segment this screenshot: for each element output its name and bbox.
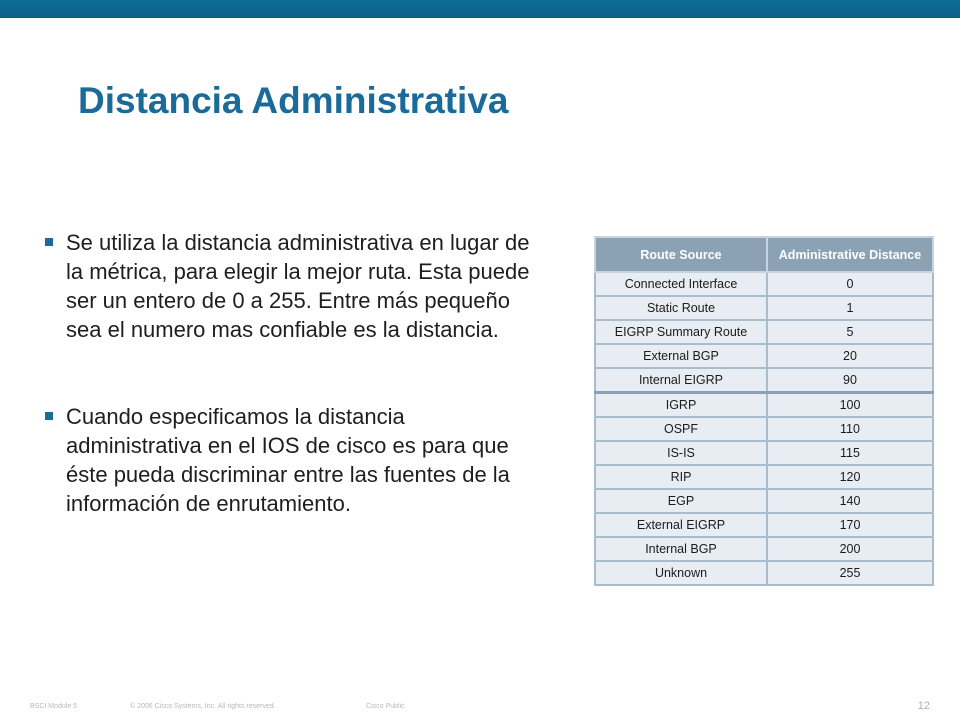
column-header-admin-distance: Administrative Distance — [767, 237, 933, 272]
route-source-cell: RIP — [595, 465, 767, 489]
table-row — [595, 417, 933, 441]
route-source-cell: Static Route — [595, 296, 767, 320]
admin-distance-table — [594, 236, 934, 586]
table-header-row — [595, 237, 933, 272]
table-row — [595, 344, 933, 368]
bullet-item — [44, 402, 544, 518]
table-row — [595, 393, 933, 418]
distance-cell: 140 — [767, 489, 933, 513]
bullet-list — [44, 228, 544, 518]
square-bullet-icon — [45, 238, 53, 246]
route-source-cell: OSPF — [595, 417, 767, 441]
route-source-cell: IGRP — [595, 393, 767, 418]
route-source-cell: External BGP — [595, 344, 767, 368]
distance-cell: 1 — [767, 296, 933, 320]
route-source-cell: Internal EIGRP — [595, 368, 767, 393]
route-source-cell: Connected Interface — [595, 272, 767, 296]
table-row — [595, 537, 933, 561]
distance-cell: 120 — [767, 465, 933, 489]
distance-cell: 115 — [767, 441, 933, 465]
table-row — [595, 441, 933, 465]
distance-cell: 90 — [767, 368, 933, 393]
bullet-item — [44, 228, 544, 344]
footer-copyright: © 2006 Cisco Systems, Inc. All rights reserved. — [130, 703, 276, 710]
route-source-cell: EIGRP Summary Route — [595, 320, 767, 344]
distance-cell: 100 — [767, 393, 933, 418]
footer-classification: Cisco Public — [366, 703, 405, 710]
top-banner — [0, 0, 960, 18]
column-header-route-source: Route Source — [595, 237, 767, 272]
route-source-cell: EGP — [595, 489, 767, 513]
distance-cell: 20 — [767, 344, 933, 368]
distance-cell: 5 — [767, 320, 933, 344]
table-row — [595, 489, 933, 513]
table-row — [595, 320, 933, 344]
bullet-text: Cuando especificamos la distancia administrativa en el IOS de cisco es para que éste pueda discriminar entre las fuentes de la información de enrutamiento. — [66, 404, 510, 516]
distance-cell: 0 — [767, 272, 933, 296]
route-source-cell: Unknown — [595, 561, 767, 585]
route-source-cell: External EIGRP — [595, 513, 767, 537]
square-bullet-icon — [45, 412, 53, 420]
route-source-table — [594, 236, 934, 586]
table-row — [595, 561, 933, 585]
bullet-text: Se utiliza la distancia administrativa en lugar de la métrica, para elegir la mejor ruta. Esta puede ser un entero de 0 a 255. Entre más pequeño sea el numero mas confiable es la distancia. — [66, 230, 530, 342]
distance-cell: 110 — [767, 417, 933, 441]
footer-module: BSCI Module 5 — [30, 703, 78, 710]
distance-cell: 170 — [767, 513, 933, 537]
table-row — [595, 513, 933, 537]
table-row — [595, 368, 933, 393]
route-source-cell: Internal BGP — [595, 537, 767, 561]
page-number: 12 — [917, 700, 930, 712]
distance-cell: 200 — [767, 537, 933, 561]
table-row — [595, 272, 933, 296]
table-row — [595, 296, 933, 320]
route-source-cell: IS-IS — [595, 441, 767, 465]
distance-cell: 255 — [767, 561, 933, 585]
slide-title: Distancia Administrativa — [78, 80, 509, 121]
table-row — [595, 465, 933, 489]
